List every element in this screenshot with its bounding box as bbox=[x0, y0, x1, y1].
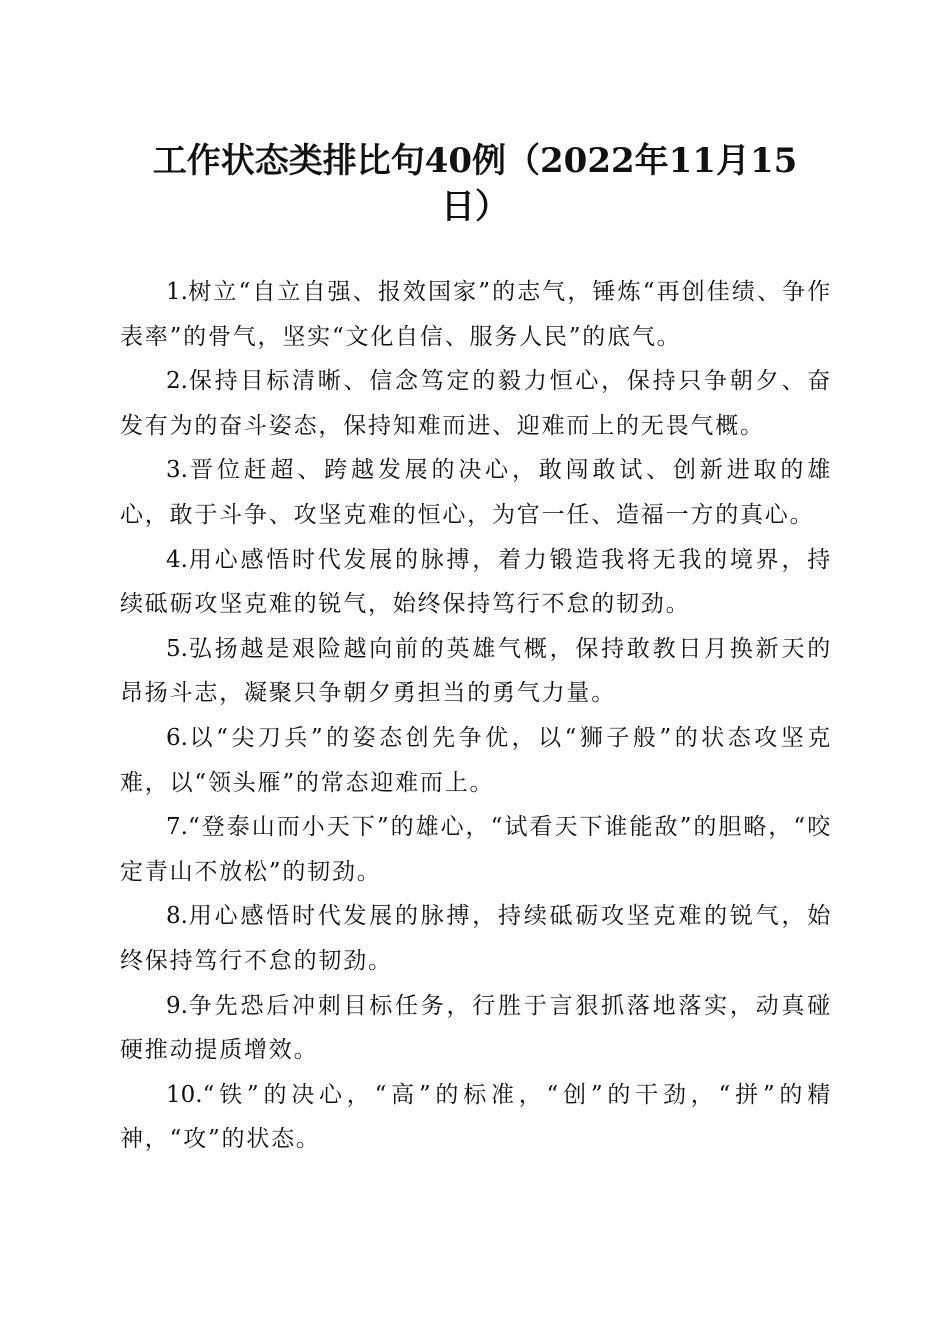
list-item-3 bbox=[120, 448, 832, 537]
item-text: 晋位赶超、跨越发展的决心，敢闯敢试、创新进取的雄心，敢于斗争、攻坚克难的恒心，为官一任、造福一方的真心。 bbox=[120, 457, 832, 528]
list-item-7 bbox=[120, 805, 832, 894]
title-line-2: 日） bbox=[441, 187, 509, 227]
item-text: “铁”的决心，“高”的标准，“创”的干劲，“拼”的精神，“攻”的状态。 bbox=[120, 1081, 832, 1153]
item-text: 用心感悟时代发展的脉搏，持续砥砺攻坚克难的锐气，始终保持笃行不怠的韧劲。 bbox=[120, 903, 832, 974]
item-number: 4. bbox=[166, 546, 188, 573]
item-number: 8. bbox=[166, 903, 188, 930]
list-item-1 bbox=[120, 270, 832, 359]
item-text: “登泰山而小天下”的雄心，“试看天下谁能敌”的胆略，“咬定青山不放松”的韧劲。 bbox=[120, 814, 832, 885]
item-number: 1. bbox=[166, 279, 188, 305]
list-item-6 bbox=[120, 716, 832, 805]
item-text: 以“尖刀兵”的姿态创先争优，以“狮子般”的状态攻坚克难，以“领头雁”的常态迎难而上。 bbox=[120, 724, 832, 796]
list-item-5 bbox=[120, 627, 832, 716]
item-number: 6. bbox=[166, 724, 188, 751]
item-text: 弘扬越是艰险越向前的英雄气概，保持敢教日月换新天的昂扬斗志，凝聚只争朝夕勇担当的勇气力量。 bbox=[120, 635, 832, 707]
item-number: 2. bbox=[166, 368, 188, 395]
item-text: 争先恐后冲刺目标任务，行胜于言狠抓落地落实，动真碰硬推动提质增效。 bbox=[120, 992, 832, 1064]
item-number: 7. bbox=[166, 814, 188, 841]
item-text: 保持目标清晰、信念笃定的毅力恒心，保持只争朝夕、奋发有为的奋斗姿态，保持知难而进、迎难而上的无畏气概。 bbox=[120, 368, 832, 439]
item-number: 9. bbox=[166, 992, 188, 1019]
item-number: 5. bbox=[166, 635, 188, 662]
list-item-4 bbox=[120, 538, 832, 627]
list-item-9 bbox=[120, 984, 832, 1073]
list-item-10 bbox=[120, 1073, 832, 1162]
title-line-1: 工作状态类排比句40例（2022年11月15 bbox=[152, 141, 798, 181]
item-text: 树立“自立自强、报效国家”的志气，锤炼“再创佳绩、争作表率”的骨气，坚实“文化自信、服务人民”的底气。 bbox=[120, 279, 832, 350]
list-item-8 bbox=[120, 894, 832, 983]
document-body bbox=[120, 270, 832, 1162]
item-number: 3. bbox=[166, 457, 188, 484]
list-item-2 bbox=[120, 359, 832, 448]
item-text: 用心感悟时代发展的脉搏，着力锻造我将无我的境界，持续砥砺攻坚克难的锐气，始终保持笃行不怠的韧劲。 bbox=[120, 546, 832, 618]
item-number: 10. bbox=[166, 1081, 203, 1108]
document-title bbox=[110, 138, 840, 230]
